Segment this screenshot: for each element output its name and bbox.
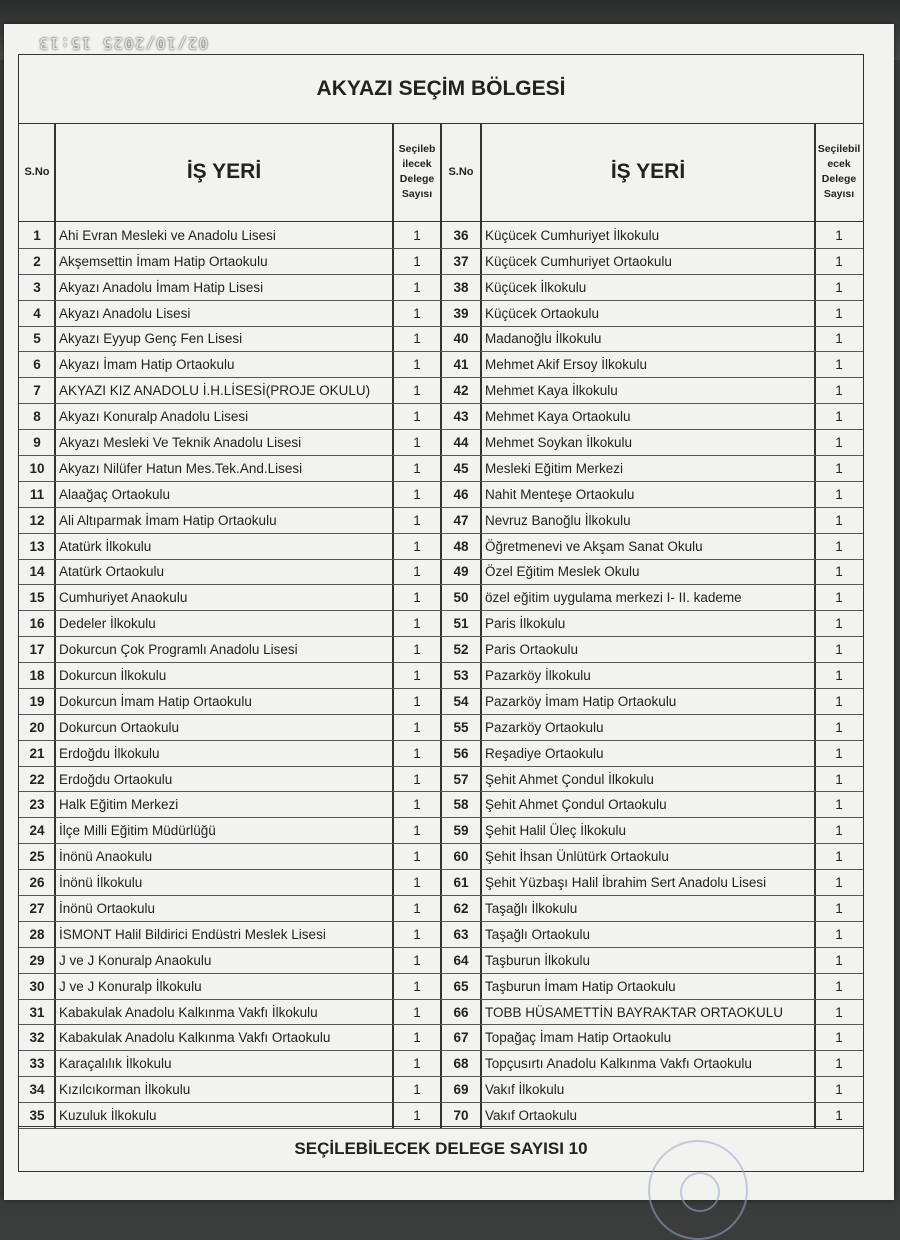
workplace-name: Mesleki Eğitim Merkezi xyxy=(485,460,624,476)
row-number: 40 xyxy=(453,331,469,347)
delegate-count: 1 xyxy=(413,719,421,735)
workplace-name: Karaçalılık İlkokulu xyxy=(59,1056,172,1072)
workplace-name: Küçücek Ortaokulu xyxy=(485,305,600,321)
delegate-count: 1 xyxy=(413,564,421,580)
row-number: 49 xyxy=(453,564,469,580)
delegate-count: 1 xyxy=(835,331,843,347)
row-number: 13 xyxy=(29,538,45,554)
row-number: 34 xyxy=(29,1082,45,1098)
total-delegates-footer: SEÇİLEBİLECEK DELEGE SAYISI 10 xyxy=(19,1126,863,1171)
row-number: 35 xyxy=(29,1108,45,1124)
workplace-name: Nevruz Banoğlu İlkokulu xyxy=(485,512,631,528)
row-number: 21 xyxy=(29,745,45,761)
delegate-count: 1 xyxy=(835,616,843,632)
page-title: AKYAZI SEÇİM BÖLGESİ xyxy=(19,55,863,124)
row-number: 27 xyxy=(29,900,45,916)
delegate-count: 1 xyxy=(835,1082,843,1098)
delegate-count: 1 xyxy=(835,512,843,528)
delegate-count: 1 xyxy=(413,1056,421,1072)
delegate-count: 1 xyxy=(413,926,421,942)
delegate-count: 1 xyxy=(413,227,421,243)
workplace-name: Reşadiye Ortaokulu xyxy=(485,745,604,761)
delegate-count: 1 xyxy=(413,486,421,502)
table-row xyxy=(19,611,863,637)
workplace-name: Topağaç İmam Hatip Ortaokulu xyxy=(485,1030,672,1046)
workplace-name: Kızılcıkorman İlkokulu xyxy=(59,1082,191,1098)
row-number: 12 xyxy=(29,512,45,528)
workplace-name: Mehmet Kaya Ortaokulu xyxy=(485,409,631,425)
row-number: 1 xyxy=(33,227,41,243)
delegate-count: 1 xyxy=(835,305,843,321)
workplace-name: Dokurcun Çok Programlı Anadolu Lisesi xyxy=(59,642,298,658)
delegate-count: 1 xyxy=(835,823,843,839)
workplace-name: Vakıf Ortaokulu xyxy=(485,1108,578,1124)
workplace-name: Şehit Ahmet Çondul Ortaokulu xyxy=(485,797,667,813)
photo-timestamp: 02/10/2025 15:13 xyxy=(38,34,209,53)
workplace-name: J ve J Konuralp Anaokulu xyxy=(59,952,212,968)
workplace-name: Pazarköy İmam Hatip Ortaokulu xyxy=(485,693,677,709)
workplace-name: Atatürk İlkokulu xyxy=(59,538,152,554)
workplace-name: Akyazı İmam Hatip Ortaokulu xyxy=(59,357,235,373)
workplace-name: Mehmet Kaya İlkokulu xyxy=(485,383,618,399)
table-row xyxy=(19,327,863,353)
row-number: 70 xyxy=(453,1108,469,1124)
workplace-name: Özel Eğitim Meslek Okulu xyxy=(485,564,640,580)
delegate-count: 1 xyxy=(835,357,843,373)
table-row xyxy=(19,1077,863,1103)
delegate-count: 1 xyxy=(835,435,843,451)
workplace-name: Kabakulak Anadolu Kalkınma Vakfı İlkokulu xyxy=(59,1004,318,1020)
delegate-count: 1 xyxy=(413,823,421,839)
workplace-name: Taşburun İlkokulu xyxy=(485,952,591,968)
delegate-count: 1 xyxy=(835,486,843,502)
seal-stamp-inner xyxy=(680,1172,720,1212)
row-number: 50 xyxy=(453,590,469,606)
row-number: 41 xyxy=(453,357,469,373)
row-number: 14 xyxy=(29,564,45,580)
header-count-left: Seçileb ilecek Delege Sayısı xyxy=(398,142,436,201)
row-number: 16 xyxy=(29,616,45,632)
workplace-name: Şehit Ahmet Çondul İlkokulu xyxy=(485,771,654,787)
delegate-count: 1 xyxy=(835,1108,843,1124)
workplace-name: özel eğitim uygulama merkezi I- II. kademe xyxy=(485,590,742,606)
delegate-count: 1 xyxy=(835,771,843,787)
workplace-name: Şehit Halil Üleç İlkokulu xyxy=(485,823,627,839)
delegate-count: 1 xyxy=(413,771,421,787)
delegate-count: 1 xyxy=(413,1108,421,1124)
workplace-name: İnönü Ortaokulu xyxy=(59,900,156,916)
workplace-name: Ahi Evran Mesleki ve Anadolu Lisesi xyxy=(59,227,276,243)
workplace-name: Akyazı Anadolu Lisesi xyxy=(59,305,191,321)
table-row xyxy=(19,870,863,896)
workplace-name: Vakıf İlkokulu xyxy=(485,1082,565,1098)
table-row xyxy=(19,378,863,404)
table-row xyxy=(19,482,863,508)
workplace-name: Paris Ortaokulu xyxy=(485,642,579,658)
delegate-count: 1 xyxy=(835,952,843,968)
delegate-count: 1 xyxy=(835,1004,843,1020)
delegate-count: 1 xyxy=(835,719,843,735)
workplace-name: Paris İlkokulu xyxy=(485,616,566,632)
delegate-count: 1 xyxy=(413,460,421,476)
row-number: 2 xyxy=(33,253,41,269)
row-number: 68 xyxy=(453,1056,469,1072)
row-number: 63 xyxy=(453,926,469,942)
row-number: 5 xyxy=(33,331,41,347)
table-body xyxy=(19,223,863,1129)
table-row xyxy=(19,818,863,844)
workplace-name: İnönü İlkokulu xyxy=(59,875,143,891)
row-number: 17 xyxy=(29,642,45,658)
row-number: 37 xyxy=(453,253,469,269)
workplace-name: Küçücek Cumhuriyet Ortaokulu xyxy=(485,253,672,269)
delegate-count: 1 xyxy=(835,227,843,243)
workplace-name: Alaağaç Ortaokulu xyxy=(59,486,171,502)
table-row xyxy=(19,249,863,275)
delegate-count: 1 xyxy=(413,667,421,683)
delegate-count: 1 xyxy=(413,435,421,451)
row-number: 23 xyxy=(29,797,45,813)
workplace-name: Öğretmenevi ve Akşam Sanat Okulu xyxy=(485,538,703,554)
delegate-count: 1 xyxy=(413,900,421,916)
header-isyeri-right: İŞ YERİ xyxy=(610,160,686,183)
table-row xyxy=(19,637,863,663)
row-number: 53 xyxy=(453,667,469,683)
table-row xyxy=(19,1051,863,1077)
delegate-count: 1 xyxy=(835,564,843,580)
row-number: 20 xyxy=(29,719,45,735)
delegate-count: 1 xyxy=(413,357,421,373)
row-number: 10 xyxy=(29,460,45,476)
delegate-count: 1 xyxy=(413,331,421,347)
delegate-count: 1 xyxy=(835,745,843,761)
row-number: 44 xyxy=(453,435,469,451)
delegate-count: 1 xyxy=(835,875,843,891)
row-number: 7 xyxy=(33,383,41,399)
workplace-name: Mehmet Soykan İlkokulu xyxy=(485,435,633,451)
delegate-count: 1 xyxy=(413,409,421,425)
workplace-name: Akyazı Anadolu İmam Hatip Lisesi xyxy=(59,279,264,295)
workplace-name: Kabakulak Anadolu Kalkınma Vakfı Ortaokulu xyxy=(59,1030,331,1046)
row-number: 46 xyxy=(453,486,469,502)
delegate-count: 1 xyxy=(835,538,843,554)
row-number: 9 xyxy=(33,435,41,451)
delegate-count: 1 xyxy=(835,460,843,476)
delegate-count: 1 xyxy=(835,1030,843,1046)
row-number: 11 xyxy=(29,486,45,502)
workplace-name: İlçe Milli Eğitim Müdürlüğü xyxy=(59,823,216,839)
row-number: 59 xyxy=(453,823,469,839)
delegate-count: 1 xyxy=(413,590,421,606)
workplace-name: TOBB HÜSAMETTİN BAYRAKTAR ORTAOKULU xyxy=(485,1004,784,1020)
workplace-name: Madanoğlu İlkokulu xyxy=(485,331,602,347)
row-number: 67 xyxy=(453,1030,469,1046)
delegate-count: 1 xyxy=(835,900,843,916)
delegate-table xyxy=(18,54,864,1172)
workplace-name: Şehit Yüzbaşı Halil İbrahim Sert Anadolu Lisesi xyxy=(485,875,767,891)
table-row xyxy=(19,767,863,793)
workplace-name: Cumhuriyet Anaokulu xyxy=(59,590,188,606)
workplace-name: Atatürk Ortaokulu xyxy=(59,564,165,580)
row-number: 19 xyxy=(29,693,45,709)
row-number: 24 xyxy=(29,823,45,839)
delegate-count: 1 xyxy=(835,409,843,425)
table-row xyxy=(19,1025,863,1051)
delegate-count: 1 xyxy=(835,667,843,683)
delegate-count: 1 xyxy=(413,849,421,865)
table-row xyxy=(19,689,863,715)
row-number: 28 xyxy=(29,926,45,942)
row-number: 45 xyxy=(453,460,469,476)
delegate-count: 1 xyxy=(413,745,421,761)
delegate-count: 1 xyxy=(413,279,421,295)
table-row xyxy=(19,741,863,767)
workplace-name: Akyazı Konuralp Anadolu Lisesi xyxy=(59,409,249,425)
row-number: 8 xyxy=(33,409,41,425)
workplace-name: Küçücek İlkokulu xyxy=(485,279,587,295)
delegate-count: 1 xyxy=(413,616,421,632)
table-row xyxy=(19,534,863,560)
table-row xyxy=(19,275,863,301)
workplace-name: Nahit Menteşe Ortaokulu xyxy=(485,486,635,502)
table-row xyxy=(19,1000,863,1026)
workplace-name: Küçücek Cumhuriyet İlkokulu xyxy=(485,227,660,243)
row-number: 22 xyxy=(29,771,45,787)
workplace-name: Dokurcun Ortaokulu xyxy=(59,719,180,735)
workplace-name: İnönü Anaokulu xyxy=(59,849,153,865)
workplace-name: Ali Altıparmak İmam Hatip Ortaokulu xyxy=(59,512,277,528)
row-number: 43 xyxy=(453,409,469,425)
workplace-name: Pazarköy İlkokulu xyxy=(485,667,591,683)
delegate-count: 1 xyxy=(835,1056,843,1072)
workplace-name: Pazarköy Ortaokulu xyxy=(485,719,604,735)
delegate-count: 1 xyxy=(413,1004,421,1020)
workplace-name: Dokurcun İlkokulu xyxy=(59,667,167,683)
row-number: 58 xyxy=(453,797,469,813)
delegate-count: 1 xyxy=(413,538,421,554)
workplace-name: Akşemsettin İmam Hatip Ortaokulu xyxy=(59,253,268,269)
row-number: 65 xyxy=(453,978,469,994)
workplace-name: Şehit İhsan Ünlütürk Ortaokulu xyxy=(485,849,669,865)
row-number: 57 xyxy=(453,771,469,787)
workplace-name: Erdoğdu İlkokulu xyxy=(59,745,160,761)
workplace-name: Akyazı Nilüfer Hatun Mes.Tek.And.Lisesi xyxy=(59,460,303,476)
workplace-name: Taşağlı İlkokulu xyxy=(485,900,578,916)
workplace-name: AKYAZI KIZ ANADOLU İ.H.LİSESİ(PROJE OKULU) xyxy=(59,383,371,399)
table-row xyxy=(19,560,863,586)
row-number: 47 xyxy=(453,512,469,528)
row-number: 56 xyxy=(453,745,469,761)
table-row xyxy=(19,301,863,327)
delegate-count: 1 xyxy=(835,797,843,813)
row-number: 33 xyxy=(29,1056,45,1072)
row-number: 38 xyxy=(453,279,469,295)
table-row xyxy=(19,792,863,818)
delegate-count: 1 xyxy=(835,383,843,399)
table-row xyxy=(19,508,863,534)
row-number: 18 xyxy=(29,667,45,683)
row-number: 48 xyxy=(453,538,469,554)
table-row xyxy=(19,663,863,689)
row-number: 60 xyxy=(453,849,469,865)
table-row xyxy=(19,223,863,249)
row-number: 32 xyxy=(29,1030,45,1046)
delegate-count: 1 xyxy=(835,590,843,606)
workplace-name: J ve J Konuralp İlkokulu xyxy=(59,978,202,994)
workplace-name: Kuzuluk İlkokulu xyxy=(59,1108,157,1124)
row-number: 36 xyxy=(453,227,469,243)
workplace-name: Dedeler İlkokulu xyxy=(59,616,156,632)
delegate-count: 1 xyxy=(413,797,421,813)
delegate-count: 1 xyxy=(835,642,843,658)
workplace-name: Erdoğdu Ortaokulu xyxy=(59,771,173,787)
delegate-count: 1 xyxy=(835,926,843,942)
row-number: 30 xyxy=(29,978,45,994)
delegate-count: 1 xyxy=(835,279,843,295)
row-number: 42 xyxy=(453,383,469,399)
delegate-count: 1 xyxy=(413,693,421,709)
row-number: 64 xyxy=(453,952,469,968)
workplace-name: Taşburun İmam Hatip Ortaokulu xyxy=(485,978,676,994)
delegate-count: 1 xyxy=(413,978,421,994)
seal-stamp-icon xyxy=(648,1140,748,1240)
table-row xyxy=(19,922,863,948)
delegate-count: 1 xyxy=(413,1030,421,1046)
table-row xyxy=(19,352,863,378)
table-row xyxy=(19,404,863,430)
delegate-count: 1 xyxy=(413,305,421,321)
row-number: 66 xyxy=(453,1004,469,1020)
delegate-count: 1 xyxy=(413,1082,421,1098)
row-number: 4 xyxy=(33,305,41,321)
workplace-name: İSMONT Halil Bildirici Endüstri Meslek Lisesi xyxy=(59,926,326,942)
header-sno-left: S.No xyxy=(24,166,50,178)
workplace-name: Topçusırtı Anadolu Kalkınma Vakfı Ortaokulu xyxy=(485,1056,752,1072)
workplace-name: Akyazı Mesleki Ve Teknik Anadolu Lisesi xyxy=(59,435,302,451)
row-number: 25 xyxy=(29,849,45,865)
table-row xyxy=(19,430,863,456)
row-number: 6 xyxy=(33,357,41,373)
row-number: 3 xyxy=(33,279,41,295)
delegate-count: 1 xyxy=(835,693,843,709)
table-row xyxy=(19,896,863,922)
table-row xyxy=(19,974,863,1000)
workplace-name: Taşağlı Ortaokulu xyxy=(485,926,591,942)
delegate-count: 1 xyxy=(835,253,843,269)
header-isyeri-left: İŞ YERİ xyxy=(186,160,262,183)
delegate-count: 1 xyxy=(413,512,421,528)
row-number: 55 xyxy=(453,719,469,735)
delegate-count: 1 xyxy=(413,642,421,658)
workplace-name: Dokurcun İmam Hatip Ortaokulu xyxy=(59,693,252,709)
header-count-right: Seçilebil ecek Delege Sayısı xyxy=(817,142,861,201)
delegate-count: 1 xyxy=(835,978,843,994)
row-number: 39 xyxy=(453,305,469,321)
header-sno-right: S.No xyxy=(448,166,474,178)
delegate-count: 1 xyxy=(413,875,421,891)
delegate-count: 1 xyxy=(413,952,421,968)
workplace-name: Akyazı Eyyup Genç Fen Lisesi xyxy=(59,331,243,347)
table-row xyxy=(19,844,863,870)
row-number: 54 xyxy=(453,693,469,709)
delegate-count: 1 xyxy=(413,383,421,399)
table-row xyxy=(19,456,863,482)
row-number: 26 xyxy=(29,875,45,891)
row-number: 62 xyxy=(453,900,469,916)
row-number: 29 xyxy=(29,952,45,968)
delegate-count: 1 xyxy=(413,253,421,269)
table-row xyxy=(19,585,863,611)
row-number: 51 xyxy=(453,616,469,632)
table-row xyxy=(19,948,863,974)
delegate-count: 1 xyxy=(835,849,843,865)
row-number: 31 xyxy=(29,1004,45,1020)
row-number: 52 xyxy=(453,642,469,658)
row-number: 15 xyxy=(29,590,45,606)
row-number: 69 xyxy=(453,1082,469,1098)
workplace-name: Halk Eğitim Merkezi xyxy=(59,797,179,813)
table-row xyxy=(19,715,863,741)
workplace-name: Mehmet Akif Ersoy İlkokulu xyxy=(485,357,648,373)
row-number: 61 xyxy=(453,875,469,891)
